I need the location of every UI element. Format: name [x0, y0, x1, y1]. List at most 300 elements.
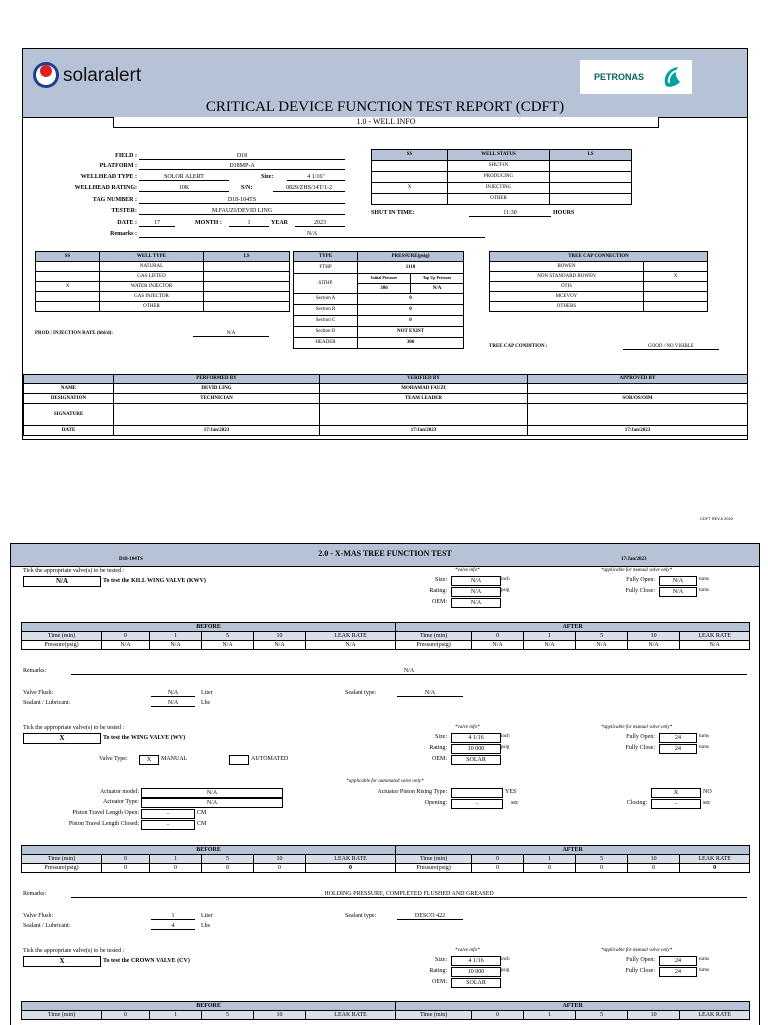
kwv-fully-close-label: Fully Close:: [625, 588, 655, 594]
pressure-label: Pressure(psig): [22, 864, 102, 873]
leak-rate-col: LEAK RATE: [306, 632, 396, 641]
actuator-model-field[interactable]: N/A: [141, 788, 283, 798]
kwv-tick-instruction: Tick the appropriate valve(s) to be tested :: [23, 568, 125, 574]
kwv-size-label: Size:: [435, 577, 447, 583]
kwv-flush-unit: Liter: [201, 690, 213, 696]
pressure-cell[interactable]: 0: [202, 864, 254, 873]
signoff-header: APPROVED BY: [528, 375, 748, 384]
kwv-size-field[interactable]: N/A: [451, 576, 501, 586]
time-col: 1: [150, 855, 202, 864]
pressure-header-value: PRESSURE(psig): [358, 252, 464, 262]
welltype-cell[interactable]: [204, 282, 290, 292]
wv-tick-instruction: Tick the appropriate valve(s) to be tested :: [23, 725, 125, 731]
signoff-cell: TEAM LEADER: [320, 394, 528, 404]
pressure-cell[interactable]: 0: [524, 864, 576, 873]
pressure-label: Pressure(psig): [396, 864, 472, 873]
pressure-cell[interactable]: N/A: [524, 641, 576, 650]
pressure-table: [293, 251, 464, 349]
time-col: 1: [524, 855, 576, 864]
report-title: CRITICAL DEVICE FUNCTION TEST REPORT (CDFT): [205, 99, 565, 115]
time-col: 1: [150, 1011, 202, 1020]
time-col: 10: [254, 855, 306, 864]
opening-field[interactable]: -: [451, 799, 503, 809]
welltype-header-type: WELL TYPE: [100, 252, 204, 262]
time-col: 10: [254, 632, 306, 641]
welltype-cell: GAS LIFTED: [100, 272, 204, 282]
wv-flush-value: 1: [151, 913, 195, 920]
tree-cap-mark[interactable]: [644, 282, 708, 292]
signoff-header: PERFORMED BY: [114, 375, 320, 384]
kwv-sealant-type-value: N/A: [397, 690, 463, 697]
time-col: 5: [202, 632, 254, 641]
signoff-header: [24, 375, 114, 384]
opening-unit: sec: [511, 800, 519, 806]
manual-checkbox[interactable]: X: [139, 755, 159, 765]
cv-oem-field[interactable]: SOLAR: [451, 978, 501, 988]
tree-cap-cell: BOWEN: [490, 262, 644, 272]
field-label: FIELD :: [115, 153, 137, 159]
sn-label: S/N:: [241, 185, 253, 191]
actuator-type-label: Actuator Type:: [103, 799, 139, 805]
wv-size-label: Size:: [435, 734, 447, 740]
wv-flush-label: Valve Flush:: [23, 913, 54, 919]
pressure-row-label: HEADER: [294, 338, 358, 349]
time-label: Time (min): [396, 855, 472, 864]
pressure-cell[interactable]: N/A: [202, 641, 254, 650]
partner-name: PETRONAS: [594, 72, 645, 82]
kwv-name: To test the KILL WING VALVE (KWV): [103, 578, 206, 584]
status-cell[interactable]: [372, 172, 448, 183]
size-label: Size:: [261, 174, 274, 180]
solaralert-logo-icon: [31, 60, 61, 90]
cv-fully-close-field[interactable]: 24: [659, 967, 697, 977]
signoff-cell: 17/Jan/2023: [114, 426, 320, 436]
pressure-cell[interactable]: N/A: [102, 641, 150, 650]
kwv-fully-open-unit: turns: [699, 577, 709, 582]
kwv-pressure-table: [21, 622, 750, 650]
time-label: Time (min): [22, 855, 102, 864]
wv-size-unit: inch: [501, 734, 510, 739]
closing-unit: sec: [703, 800, 711, 806]
time-col: 5: [576, 1011, 628, 1020]
welltype-header-ls: LS: [204, 252, 290, 262]
valve-type-label: Valve Type:: [99, 756, 128, 762]
leak-rate-cell[interactable]: 0: [680, 864, 750, 873]
topup-pressure-label: Top Up Pressure: [411, 274, 464, 284]
pressure-label: Pressure(psig): [396, 641, 472, 650]
closing-field[interactable]: -: [651, 799, 701, 809]
cv-rating-field[interactable]: 10 000: [451, 967, 501, 977]
signoff-header: VERIFIED BY: [320, 375, 528, 384]
cv-fully-open-field[interactable]: 24: [659, 956, 697, 966]
signoff-row-label: DESIGNATION: [24, 394, 114, 404]
welltype-cell[interactable]: [36, 302, 100, 312]
cv-tick-instruction: Tick the appropriate valve(s) to be tested :: [23, 948, 125, 954]
wv-rating-unit: psig: [501, 745, 510, 750]
shut-in-unit: HOURS: [553, 210, 575, 216]
tree-cap-cell: MCEVOY: [490, 292, 644, 302]
rising-no-checkbox[interactable]: X: [651, 788, 701, 798]
kwv-before-header: BEFORE: [22, 623, 396, 632]
kwv-after-header: AFTER: [396, 623, 750, 632]
status-header-ls: LS: [550, 150, 632, 161]
pressure-row-label: Section B: [294, 305, 358, 316]
welltype-cell[interactable]: [204, 292, 290, 302]
sithp-label: SITHP: [294, 274, 358, 294]
kwv-fully-close-field[interactable]: N/A: [659, 587, 697, 597]
time-col: 0: [102, 632, 150, 641]
kwv-manual-note: *applicable for manual valve only*: [601, 568, 673, 573]
section-well-info: 1.0 - WELL INFO: [113, 117, 659, 128]
sn-value: 0829/ZHS/14T/1-2: [273, 185, 345, 192]
time-col: 1: [524, 632, 576, 641]
pressure-row-value: 0: [358, 294, 464, 305]
time-col: 0: [102, 1011, 150, 1020]
kwv-fully-open-label: Fully Open:: [626, 577, 655, 583]
signoff-row-label: NAME: [24, 384, 114, 394]
rising-no-label: NO: [703, 789, 712, 795]
status-cell[interactable]: [372, 161, 448, 172]
wellhead-rating-value: 10K: [139, 185, 229, 192]
wv-fully-close-label: Fully Close:: [625, 745, 655, 751]
time-label: Time (min): [22, 1011, 102, 1020]
signoff-cell: SOR/OS/OIM: [528, 394, 748, 404]
pressure-row-label: Section C: [294, 316, 358, 327]
kwv-sealant-type-label: Sealant type:: [345, 690, 377, 696]
year-value: 2023: [295, 220, 345, 227]
kwv-fully-close-unit: turns: [699, 588, 709, 593]
piston-open-label: Piston Travel Length Open:: [72, 810, 139, 816]
xmas-tree-title: 2.0 - X-MAS TREE FUNCTION TEST: [318, 549, 452, 558]
welltype-cell: WATER INJECTOR: [100, 282, 204, 292]
tree-cap-mark[interactable]: [644, 302, 708, 312]
wv-rating-label: Rating:: [429, 745, 447, 751]
wv-oem-field[interactable]: SOLAR: [451, 755, 501, 765]
pressure-cell[interactable]: 0: [150, 864, 202, 873]
wv-fully-close-field[interactable]: 24: [659, 744, 697, 754]
cv-pressure-table: [21, 1001, 750, 1020]
xmas-tree-header: [11, 544, 759, 567]
wellhead-rating-label: WELLHEAD RATING:: [74, 185, 137, 191]
status-cell: PRODUCING: [448, 172, 550, 183]
status-cell: INJECTING: [448, 183, 550, 194]
leak-rate-col: LEAK RATE: [306, 855, 396, 864]
leak-rate-col: LEAK RATE: [306, 1011, 396, 1020]
signature-cell[interactable]: [528, 404, 748, 426]
signature-cell[interactable]: [114, 404, 320, 426]
piston-open-unit: CM: [197, 810, 207, 816]
cv-before-header: BEFORE: [22, 1002, 396, 1011]
pressure-row-label: Section D: [294, 327, 358, 338]
wv-manual-note: *applicable for manual valve only*: [601, 725, 673, 730]
manual-label: MANUAL: [161, 756, 188, 762]
pressure-cell[interactable]: 0: [254, 864, 306, 873]
wv-fully-close-unit: turns: [699, 745, 709, 750]
welltype-cell[interactable]: [36, 272, 100, 282]
welltype-cell[interactable]: [204, 272, 290, 282]
time-col: 5: [576, 632, 628, 641]
pressure-cell[interactable]: N/A: [576, 641, 628, 650]
kwv-sealant-unit: Lbs: [201, 700, 210, 706]
piston-close-unit: CM: [197, 821, 207, 827]
date-value: 17: [139, 220, 175, 227]
signoff-row-label: DATE: [24, 426, 114, 436]
welltype-cell[interactable]: X: [36, 282, 100, 292]
pressure-row-value: 0: [358, 305, 464, 316]
time-col: 0: [472, 632, 524, 641]
cv-size-unit: inch: [501, 957, 510, 962]
prod-rate-value: N/A: [193, 331, 269, 337]
well-status-table: [371, 149, 632, 205]
wv-remarks-label: Remarks:: [23, 891, 46, 897]
status-cell[interactable]: X: [372, 183, 448, 194]
leak-rate-cell[interactable]: 0: [306, 864, 396, 873]
kwv-fully-open-field[interactable]: N/A: [659, 576, 697, 586]
field-value: D18: [139, 153, 345, 160]
year-label: YEAR: [271, 220, 289, 226]
wv-sealant-type-label: Sealant type:: [345, 913, 377, 919]
tree-cap-mark[interactable]: [644, 292, 708, 302]
time-col: 0: [472, 855, 524, 864]
test-date: 17/Jan/2023: [621, 557, 647, 562]
month-value: 1: [229, 220, 269, 227]
welltype-cell[interactable]: [204, 262, 290, 272]
kwv-rating-unit: psig: [501, 588, 510, 593]
tree-cap-cell: OTIS: [490, 282, 644, 292]
solaralert-logo: [31, 60, 151, 90]
pressure-cell[interactable]: 0: [628, 864, 680, 873]
month-label: MONTH :: [195, 220, 222, 226]
wv-valve-info-note: *valve info*: [455, 725, 480, 730]
tree-cap-cell: OTHERS: [490, 302, 644, 312]
welltype-cell[interactable]: [36, 262, 100, 272]
time-col: 5: [202, 855, 254, 864]
kwv-valve-info-note: *valve info*: [455, 568, 480, 573]
wv-sealant-value: 4: [151, 923, 195, 930]
welltype-header-ss: SS: [36, 252, 100, 262]
rising-yes-checkbox[interactable]: [451, 788, 503, 798]
wv-sealant-unit: Lbs: [201, 923, 210, 929]
pressure-cell[interactable]: 0: [576, 864, 628, 873]
wv-size-field[interactable]: 4 1/16: [451, 733, 501, 743]
wv-fully-open-label: Fully Open:: [626, 734, 655, 740]
pressure-cell[interactable]: 0: [472, 864, 524, 873]
wv-fully-open-field[interactable]: 24: [659, 733, 697, 743]
initial-pressure-value: 306: [358, 284, 411, 294]
cv-fully-open-unit: turns: [699, 957, 709, 962]
fthp-value: 1110: [358, 262, 464, 274]
wv-oem-label: OEM:: [432, 756, 447, 762]
tree-cap-condition-value: GOOD / NO VISIBLE: [623, 344, 719, 350]
cv-fully-open-label: Fully Open:: [626, 957, 655, 963]
tag-value: D18-104TS: [139, 197, 345, 204]
kwv-flush-value: N/A: [151, 690, 195, 697]
tree-cap-table: [489, 251, 708, 312]
time-col: 5: [576, 855, 628, 864]
wv-after-header: AFTER: [396, 846, 750, 855]
wellhead-type-value: SOLOR ALERT: [139, 174, 229, 181]
platform-label: PLATFORM :: [99, 163, 137, 169]
signoff-cell: TECHNICIAN: [114, 394, 320, 404]
pressure-row-value: 0: [358, 316, 464, 327]
signoff-cell: [528, 384, 748, 394]
piston-close-field[interactable]: -: [141, 820, 195, 830]
leak-rate-col: LEAK RATE: [680, 1011, 750, 1020]
tag-number: D18-104TS: [119, 557, 143, 562]
time-label: Time (min): [396, 1011, 472, 1020]
piston-close-label: Piston Travel Length Closed:: [68, 821, 139, 827]
actuator-type-field[interactable]: N/A: [141, 798, 283, 808]
topup-pressure-value: N/A: [411, 284, 464, 294]
welltype-cell: OTHER: [100, 302, 204, 312]
revision-note: CDFT REV.6 2020: [700, 516, 733, 521]
wv-sealant-label: Sealant / Lubricant:: [23, 923, 71, 929]
wv-pressure-table: [21, 845, 750, 873]
actuator-model-label: Actuator model:: [99, 789, 139, 795]
kwv-size-unit: inch: [501, 577, 510, 582]
pressure-label: Pressure(psig): [22, 641, 102, 650]
closing-label: Closing:: [626, 800, 647, 806]
time-label: Time (min): [396, 632, 472, 641]
signoff-cell: DEVID LING: [114, 384, 320, 394]
time-col: 0: [472, 1011, 524, 1020]
pressure-row-value: 306: [358, 338, 464, 349]
cv-size-label: Size:: [435, 957, 447, 963]
kwv-remarks-label: Remarks:: [23, 668, 46, 674]
time-col: 10: [628, 632, 680, 641]
wv-rating-field[interactable]: 10 000: [451, 744, 501, 754]
shut-in-label: SHUT IN TIME:: [371, 210, 415, 216]
cv-oem-label: OEM:: [432, 979, 447, 985]
page-2: [10, 543, 760, 1025]
time-col: 10: [628, 1011, 680, 1020]
cv-valve-info-note: *valve info*: [455, 948, 480, 953]
time-col: 0: [102, 855, 150, 864]
tree-cap-mark[interactable]: X: [644, 272, 708, 282]
status-cell: OTHER: [448, 194, 550, 205]
time-col: 1: [524, 1011, 576, 1020]
kwv-remarks-value: N/A: [71, 668, 747, 675]
leak-rate-col: LEAK RATE: [680, 855, 750, 864]
cv-fully-close-unit: turns: [699, 968, 709, 973]
status-cell[interactable]: [372, 194, 448, 205]
wv-flush-unit: Liter: [201, 913, 213, 919]
wv-before-header: BEFORE: [22, 846, 396, 855]
tree-cap-mark[interactable]: [644, 262, 708, 272]
prod-rate-label: PROD / INJECTION RATE (bbl/d):: [35, 331, 113, 336]
cv-tick-box[interactable]: X: [23, 956, 101, 967]
remarks-label: Remarks :: [110, 231, 137, 237]
cv-manual-note: *applicable for manual valve only*: [601, 948, 673, 953]
cv-rating-unit: psig: [501, 968, 510, 973]
wv-fully-open-unit: turns: [699, 734, 709, 739]
pressure-cell[interactable]: 0: [102, 864, 150, 873]
kwv-rating-field[interactable]: N/A: [451, 587, 501, 597]
tester-value: M.FAUZI/DEVID LING: [139, 208, 345, 215]
signoff-cell: 17/Jan/2023: [528, 426, 748, 436]
date-label: DATE :: [117, 220, 137, 226]
welltype-cell[interactable]: [36, 292, 100, 302]
petronas-logo: [580, 60, 692, 94]
wv-sealant-type-value: DESCO 422: [397, 913, 463, 920]
shut-in-value: 11:30: [469, 210, 551, 217]
piston-open-field[interactable]: -: [141, 809, 195, 819]
time-col: 10: [628, 855, 680, 864]
kwv-tick-box[interactable]: N/A: [23, 576, 101, 587]
cv-after-header: AFTER: [396, 1002, 750, 1011]
cv-size-field[interactable]: 4 1/16: [451, 956, 501, 966]
signoff-row-label: SIGNATURE: [24, 404, 114, 426]
kwv-rating-label: Rating:: [429, 588, 447, 594]
leak-rate-cell[interactable]: N/A: [680, 641, 750, 650]
status-cell[interactable]: [550, 183, 632, 194]
status-header-status: WELL STATUS: [448, 150, 550, 161]
brand-name: solaralert: [63, 65, 142, 86]
status-cell[interactable]: [550, 172, 632, 183]
initial-pressure-label: Initial Pressure: [358, 274, 411, 284]
pressure-row-label: Section A: [294, 294, 358, 305]
kwv-oem-field[interactable]: N/A: [451, 598, 501, 608]
platform-value: D18MP-A: [139, 163, 345, 170]
automated-label: AUTOMATED: [251, 756, 289, 762]
rising-yes-label: YES: [505, 789, 517, 795]
report-header: [23, 49, 747, 118]
pressure-cell[interactable]: N/A: [254, 641, 306, 650]
pressure-cell[interactable]: N/A: [150, 641, 202, 650]
automated-checkbox[interactable]: [229, 755, 249, 765]
cv-fully-close-label: Fully Close:: [625, 968, 655, 974]
kwv-sealant-value: N/A: [151, 700, 195, 707]
size-value: 4 1/16": [287, 174, 345, 181]
wv-remarks-value: HOLDING PRESSURE, COMPLETED FLUSHED AND GREASED: [71, 891, 747, 898]
tag-label: TAG NUMBER :: [92, 197, 137, 203]
wellhead-type-label: WELLHEAD TYPE :: [80, 174, 137, 180]
leak-rate-cell[interactable]: N/A: [306, 641, 396, 650]
status-cell[interactable]: [550, 194, 632, 205]
pressure-cell[interactable]: N/A: [628, 641, 680, 650]
kwv-oem-label: OEM:: [432, 599, 447, 605]
time-label: Time (min): [22, 632, 102, 641]
rising-type-label: Actuator Piston Rising Type:: [377, 789, 447, 795]
signoff-table: [23, 374, 748, 436]
tree-cap-cell: NON STANDARD BOWEN: [490, 272, 644, 282]
wv-tick-box[interactable]: X: [23, 733, 101, 744]
welltype-cell: GAS INJECTOR: [100, 292, 204, 302]
kwv-sealant-label: Sealant / Lubricant:: [23, 700, 71, 706]
wv-name: To test the WING VALVE (WV): [103, 735, 186, 741]
welltype-cell[interactable]: [204, 302, 290, 312]
time-col: 10: [254, 1011, 306, 1020]
status-header-ss: SS: [372, 150, 448, 161]
petronas-emblem-icon: [660, 64, 686, 90]
tree-cap-header: TREE CAP CONNECTION: [490, 252, 708, 262]
well-type-table: [35, 251, 290, 312]
kwv-flush-label: Valve Flush:: [23, 690, 54, 696]
pressure-row-value: NOT EXIST: [358, 327, 464, 338]
signature-cell[interactable]: [320, 404, 528, 426]
remarks-value: N/A: [139, 231, 485, 238]
status-cell[interactable]: [550, 161, 632, 172]
leak-rate-col: LEAK RATE: [680, 632, 750, 641]
pressure-cell[interactable]: N/A: [472, 641, 524, 650]
signoff-cell: MOHAMAD FAUZI: [320, 384, 528, 394]
pressure-header-type: TYPE: [294, 252, 358, 262]
opening-label: Opening:: [424, 800, 447, 806]
automated-note: *applicable for automated valve only*: [346, 779, 424, 784]
signoff-cell: 17/Jan/2023: [320, 426, 528, 436]
cv-name: To test the CROWN VALVE (CV): [103, 958, 190, 964]
page-1: [22, 48, 748, 440]
